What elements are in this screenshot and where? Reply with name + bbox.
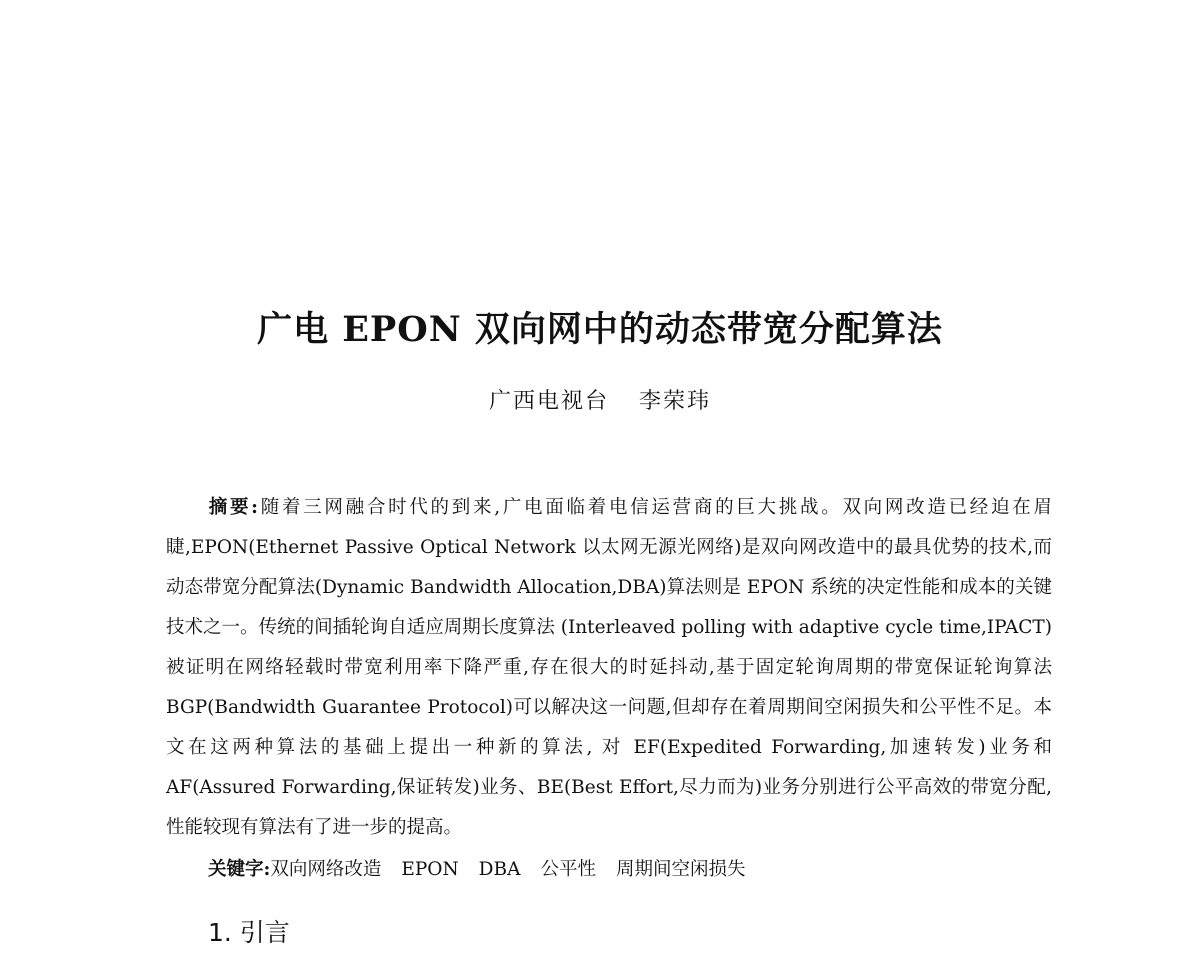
section-heading: 1. 引言 (208, 918, 290, 947)
paper-title: 广电 EPON 双向网中的动态带宽分配算法 (257, 309, 943, 350)
author-name: 李荣玮 (639, 389, 712, 414)
abstract (166, 488, 1052, 848)
author-line (0, 382, 1200, 422)
abstract-label: 摘要: (206, 497, 259, 518)
keyword: 周期间空闲损失 (615, 859, 746, 880)
keyword: 公平性 (540, 859, 596, 880)
abstract-text: 随着三网融合时代的到来,广电面临着电信运营商的巨大挑战。双向网改造已经迫在眉睫,EPON(Ethernet Passive Optical Network 以太网无源光网络)是双向网改造中的最具优势的技术,而动态带宽分配算法(Dynamic Bandwidth Allocation,DBA)算法则是 EPON 系统的决定性能和成本的关键技术之一。传统的间插轮询自适应周期长度算法 (Interleaved polling with adaptive cycle time,IPACT)被证明在网络轻载时带宽利用率下降严重,存在很大的时延抖动,基于固定轮询周期的带宽保证轮询算法 BGP(Bandwidth Guarantee Protocol)可以解决这一问题,但却存在着周期间空闲损失和公平性不足。本文在这两种算法的基础上提出一种新的算法, 对 EF(Expedited Forwarding,加速转发)业务和 AF(Assured Forwarding,保证转发)业务、BE(Best Effort,尽力而为)业务分别进行公平高效的带宽分配,性能较现有算法有了进一步的提高。 (166, 497, 1052, 838)
keyword: DBA (478, 859, 521, 880)
keyword: EPON (401, 859, 459, 880)
keywords-label: 关键字: (208, 859, 271, 880)
keyword: 双向网络改造 (270, 859, 382, 880)
affiliation: 广西电视台 (488, 389, 609, 414)
keywords (208, 848, 1068, 892)
